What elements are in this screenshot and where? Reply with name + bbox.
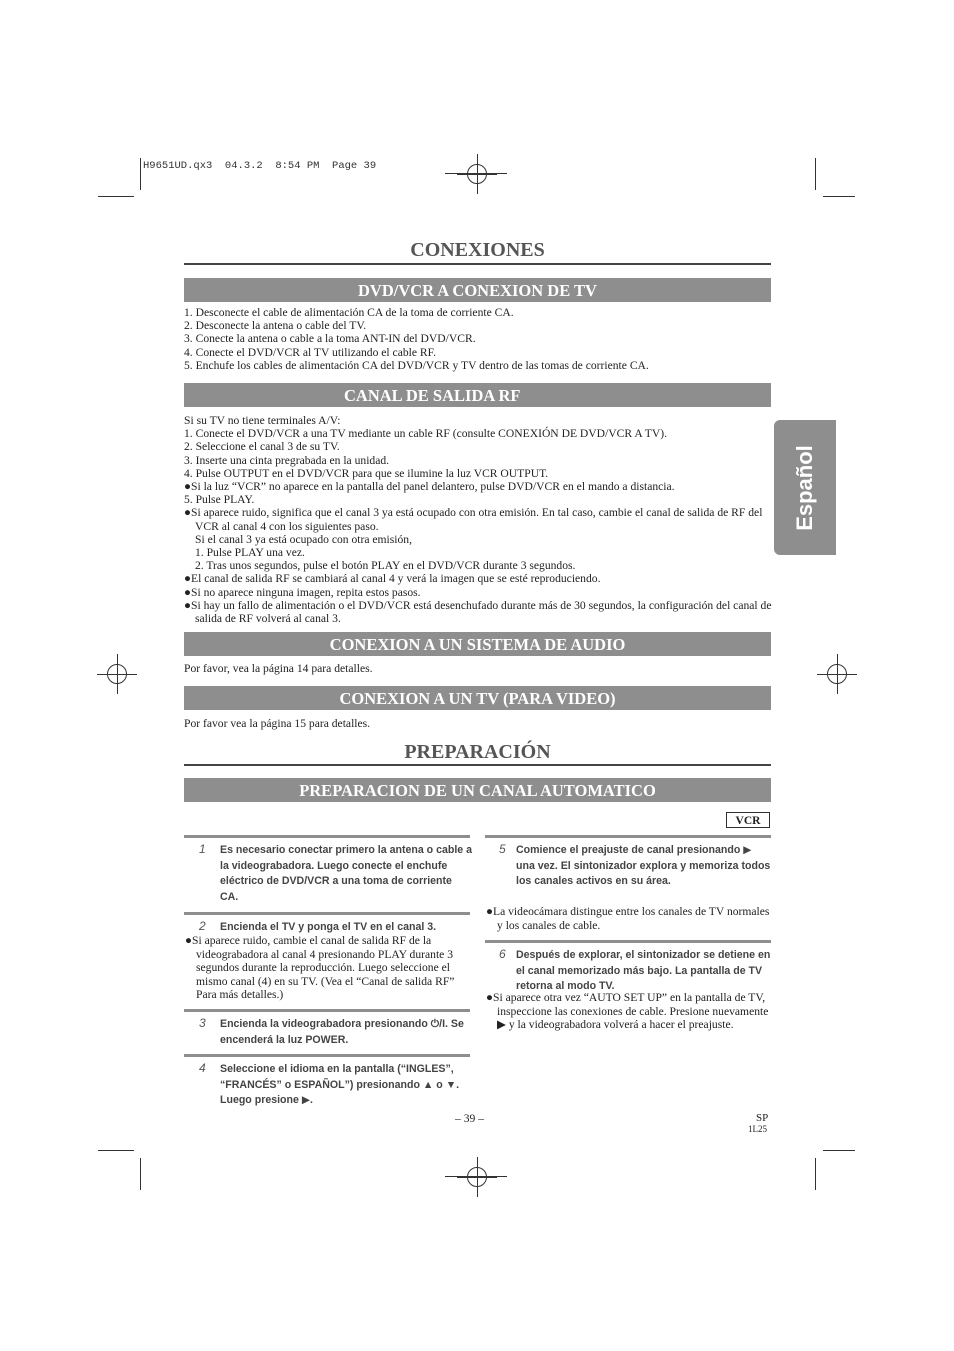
crop-mark (823, 196, 855, 197)
registration-mark-icon (457, 1157, 497, 1197)
list-item: 3. Inserte una cinta pregrabada en la unidad. (184, 453, 390, 467)
step-6-note (486, 991, 771, 1032)
intro-text: Si su TV no tiene terminales A/V: (184, 414, 341, 427)
language-code: SP (756, 1112, 769, 1124)
step-3-text: Encienda la videograbadora presionando ⏻/I. Se encenderá la luz POWER. (220, 1018, 464, 1046)
step-number: 1 (199, 842, 206, 856)
step-divider (184, 835, 470, 838)
heading-canal-automatico: PREPARACION DE UN CANAL AUTOMATICO (184, 778, 771, 802)
sub-step: 2. Tras unos segundos, pulse el botón PLAY en el DVD/VCR durante 3 segundos. (195, 559, 576, 573)
registration-mark-icon (97, 654, 137, 694)
audio-reference: Por favor, vea la página 14 para detalles. (184, 662, 373, 675)
step-1-text: Es necesario conectar primero la antena o cable a la videograbadora. Luego conecte el enchufe eléctrico de DVD/VCR a una toma de corriente CA. (220, 844, 473, 903)
step-2-text: Encienda el TV y ponga el TV en el canal 3. (220, 921, 437, 933)
bullet-note: ●El canal de salida RF se cambiará al canal 4 y verá la imagen que se esté reproduciendo. (184, 572, 601, 586)
crop-mark (140, 1158, 141, 1190)
video-reference: Por favor vea la página 15 para detalles. (184, 717, 371, 730)
heading-canal-salida-rf: CANAL DE SALIDA RF (184, 383, 771, 407)
step-number: 2 (199, 919, 206, 933)
bullet-note: ●La videocámara distingue entre los canales de TV normales y los canales de cable. (486, 905, 770, 932)
registration-mark-icon (817, 654, 857, 694)
list-item: 3. Conecte la antena o cable a la toma ANT-IN del DVD/VCR. (184, 332, 476, 346)
registration-mark-icon (457, 154, 497, 194)
section-title-preparacion: PREPARACIÓN (404, 741, 551, 763)
bullet-note: ●Si la luz “VCR” no aparece en la pantalla del panel delantero, pulse DVD/VCR en el mando a distancia. (184, 480, 675, 494)
language-tab (774, 420, 836, 555)
language-tab-label: Español (792, 444, 818, 531)
section-title-conexiones: CONEXIONES (410, 239, 545, 261)
heading-conexion-audio: CONEXION A UN SISTEMA DE AUDIO (184, 632, 771, 656)
list-item: 1. Desconecte el cable de alimentación CA de la toma de corriente CA. (184, 306, 514, 319)
step-divider (184, 1054, 470, 1057)
list-item: 2. Seleccione el canal 3 de su TV. (184, 440, 340, 454)
list-item: 5. Pulse PLAY. (184, 493, 255, 507)
title-rule (184, 263, 771, 265)
crop-mark (815, 158, 816, 190)
bullet-note: ●Si aparece ruido, significa que el canal 3 ya está ocupado con otra emisión. En tal caso, cambie el canal de salida de RF del VCR al canal 4 con los siguientes paso. (184, 506, 763, 533)
rf-output-text (184, 414, 774, 625)
step-number: 6 (499, 947, 506, 961)
file-slug: H9651UD.qx3 04.3.2 8:54 PM Page 39 (143, 160, 377, 172)
step-5-text: Comience el preajuste de canal presionando ▶ una vez. El sintonizador explora y memoriza todos los canales activos en su área. (516, 844, 771, 887)
step-number: 5 (499, 842, 506, 856)
step-4-text: Seleccione el idioma en la pantalla (“INGLES”, “FRANCÉS” o ESPAÑOL”) presionando ▲ o ▼. Luego presione ▶. (220, 1063, 460, 1106)
step-number: 4 (199, 1061, 206, 1075)
step-divider (184, 912, 470, 915)
step-number: 3 (199, 1016, 206, 1030)
step-divider (485, 940, 771, 943)
page-number: – 39 – (455, 1112, 484, 1125)
list-item: 1. Conecte el DVD/VCR a una TV mediante un cable RF (consulte CONEXIÓN DE DVD/VCR A TV). (184, 427, 668, 441)
connection-steps (184, 306, 774, 372)
list-item: 4. Conecte el DVD/VCR al TV utilizando el cable RF. (184, 345, 437, 359)
crop-mark (98, 1150, 134, 1151)
list-item: 5. Enchufe los cables de alimentación CA del DVD/VCR y TV dentro de las tomas de corriente CA. (184, 358, 649, 372)
list-item: 2. Desconecte la antena o cable del TV. (184, 319, 367, 333)
step-2-note (185, 934, 470, 1002)
step-divider (485, 835, 771, 838)
sub-note: Si el canal 3 ya está ocupado con otra emisión, (195, 532, 412, 546)
vcr-badge: VCR (726, 812, 770, 828)
crop-mark (140, 158, 141, 190)
step-5-note (486, 905, 771, 932)
crop-mark (815, 1158, 816, 1190)
model-code: 1L25 (748, 1124, 767, 1134)
crop-mark (98, 196, 134, 197)
bullet-note: ●Si aparece otra vez “AUTO SET UP” en la pantalla de TV, inspeccione las conexiones de cable. Presione nuevamente ▶ y la videograbadora volverá a hacer el preajuste. (486, 991, 769, 1032)
bullet-note: ●Si hay un fallo de alimentación o el DVD/VCR está desenchufado durante más de 30 segundos, la configuración del canal de salida de RF volverá al canal 3. (184, 598, 772, 626)
sub-step: 1. Pulse PLAY una vez. (195, 546, 305, 560)
bullet-note: ●Si aparece ruido, cambie el canal de salida RF de la videograbadora al canal 4 presionando PLAY durante 3 segundos durante la reproducción. Luego seleccione el mismo canal (4) en su TV. (Vea el “Canal de salida RF” Para más detalles.) (185, 934, 455, 1002)
bullet-note: ●Si no aparece ninguna imagen, repita estos pasos. (184, 585, 421, 599)
list-item: 4. Pulse OUTPUT en el DVD/VCR para que se ilumine la luz VCR OUTPUT. (184, 466, 549, 480)
heading-dvd-vcr-conexion: DVD/VCR A CONEXION DE TV (184, 278, 771, 302)
heading-conexion-tv-video: CONEXION A UN TV (PARA VIDEO) (184, 686, 771, 710)
title-rule (184, 764, 771, 766)
crop-mark (823, 1150, 855, 1151)
step-divider (184, 1009, 470, 1012)
step-6-text: Después de explorar, el sintonizador se detiene en el canal memorizado más bajo. La pantalla de TV retorna al modo TV. (516, 949, 771, 992)
